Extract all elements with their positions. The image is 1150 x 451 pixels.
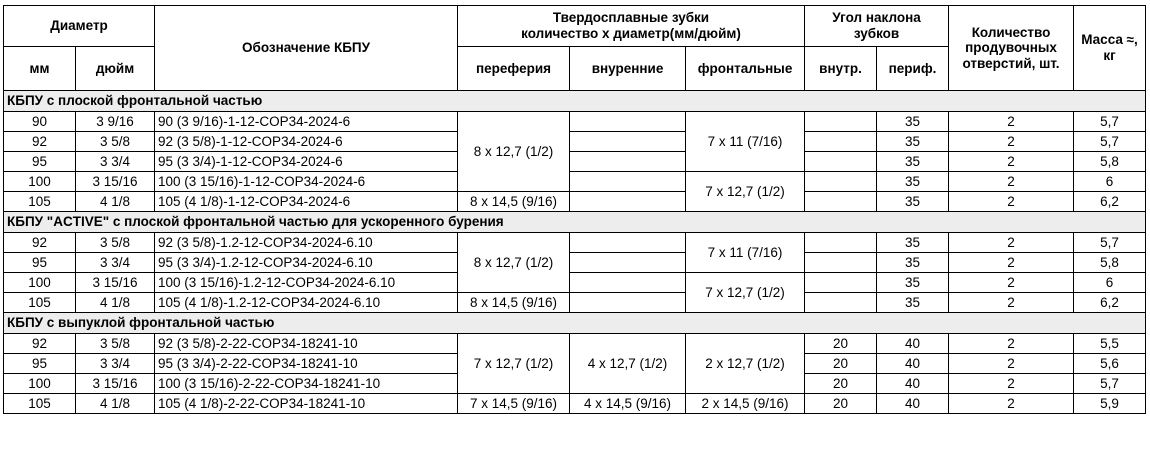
mm-cell: 105 <box>4 394 76 414</box>
angle-periph-cell: 40 <box>877 394 949 414</box>
section-title: КБПУ с плоской фронтальной частью <box>4 91 1146 112</box>
holes-cell: 2 <box>949 172 1074 192</box>
angle-periph-header: периф. <box>877 47 949 91</box>
table-row <box>4 233 1146 253</box>
holes-cell: 2 <box>949 253 1074 273</box>
mm-cell: 105 <box>4 192 76 212</box>
inch-cell: 4 1/8 <box>76 192 155 212</box>
holes-header <box>949 6 1074 91</box>
mass-cell: 6,2 <box>1074 293 1146 313</box>
mass-cell: 5,6 <box>1074 354 1146 374</box>
holes-cell: 2 <box>949 394 1074 414</box>
mass-cell: 6,2 <box>1074 192 1146 212</box>
angle-periph-cell: 35 <box>877 293 949 313</box>
table-row <box>4 152 1146 172</box>
mm-header: мм <box>4 47 76 91</box>
table-row <box>4 334 1146 354</box>
angle-inner-cell <box>805 273 877 293</box>
mass-cell: 5,5 <box>1074 334 1146 354</box>
angle-periph-cell: 35 <box>877 132 949 152</box>
angle-inner-header: внутр. <box>805 47 877 91</box>
designation-cell: 92 (3 5/8)-1-12-COP34-2024-6 <box>155 132 458 152</box>
mm-cell: 95 <box>4 354 76 374</box>
mm-cell: 100 <box>4 172 76 192</box>
carbide-header-line2: количество х диаметр(мм/дюйм) <box>521 26 741 41</box>
mass-cell: 6 <box>1074 172 1146 192</box>
designation-header: Обозначение КБПУ <box>155 6 458 91</box>
angle-periph-cell: 40 <box>877 374 949 394</box>
mm-cell: 95 <box>4 253 76 273</box>
designation-cell: 105 (4 1/8)-1-12-COP34-2024-6 <box>155 192 458 212</box>
holes-cell: 2 <box>949 152 1074 172</box>
angle-periph-cell: 35 <box>877 273 949 293</box>
inch-cell: 3 5/8 <box>76 132 155 152</box>
table-row <box>4 293 1146 313</box>
periphery-cell: 8 x 14,5 (9/16) <box>458 293 570 313</box>
table-row <box>4 273 1146 293</box>
inner-cell <box>570 112 686 132</box>
mass-cell: 5,9 <box>1074 394 1146 414</box>
mm-cell: 92 <box>4 334 76 354</box>
frontal-cell: 2 x 12,7 (1/2) <box>686 334 805 394</box>
inner-cell <box>570 152 686 172</box>
angle-inner-cell <box>805 152 877 172</box>
table-row <box>4 172 1146 192</box>
angle-inner-cell <box>805 253 877 273</box>
holes-cell: 2 <box>949 192 1074 212</box>
carbide-header-line1: Твердосплавные зубки <box>552 10 710 26</box>
holes-cell: 2 <box>949 293 1074 313</box>
mass-header-line1: Масса ≈, <box>1081 32 1138 48</box>
angle-periph-cell: 35 <box>877 253 949 273</box>
angle-periph-cell: 35 <box>877 192 949 212</box>
inner-cell: 4 x 12,7 (1/2) <box>570 334 686 394</box>
inch-cell: 4 1/8 <box>76 394 155 414</box>
inch-cell: 3 3/4 <box>76 152 155 172</box>
angle-header-line1: Угол наклона <box>832 10 921 26</box>
inch-cell: 3 3/4 <box>76 354 155 374</box>
periphery-cell: 7 x 14,5 (9/16) <box>458 394 570 414</box>
holes-header-line2: продувочных <box>965 40 1057 56</box>
mm-cell: 92 <box>4 233 76 253</box>
holes-cell: 2 <box>949 112 1074 132</box>
table-row <box>4 112 1146 132</box>
inner-cell: 4 x 14,5 (9/16) <box>570 394 686 414</box>
mass-cell: 5,8 <box>1074 253 1146 273</box>
holes-cell: 2 <box>949 273 1074 293</box>
mm-cell: 92 <box>4 132 76 152</box>
designation-cell: 100 (3 15/16)-1-12-COP34-2024-6 <box>155 172 458 192</box>
diameter-header: Диаметр <box>4 6 155 47</box>
designation-cell: 95 (3 3/4)-1.2-12-COP34-2024-6.10 <box>155 253 458 273</box>
angle-inner-cell: 20 <box>805 334 877 354</box>
section-title: КБПУ с выпуклой фронтальной частью <box>4 313 1146 334</box>
angle-inner-cell <box>805 293 877 313</box>
periphery-cell: 8 x 12,7 (1/2) <box>458 112 570 192</box>
frontal-cell: 7 x 12,7 (1/2) <box>686 172 805 212</box>
angle-periph-cell: 35 <box>877 112 949 132</box>
mass-cell: 6 <box>1074 273 1146 293</box>
holes-cell: 2 <box>949 233 1074 253</box>
inch-cell: 3 3/4 <box>76 253 155 273</box>
frontal-cell: 2 x 14,5 (9/16) <box>686 394 805 414</box>
designation-cell: 100 (3 15/16)-1.2-12-COP34-2024-6.10 <box>155 273 458 293</box>
inch-cell: 3 5/8 <box>76 334 155 354</box>
designation-cell: 92 (3 5/8)-2-22-COP34-18241-10 <box>155 334 458 354</box>
inch-cell: 3 9/16 <box>76 112 155 132</box>
table-row <box>4 394 1146 414</box>
periphery-cell: 8 x 12,7 (1/2) <box>458 233 570 293</box>
angle-header-line2: зубков <box>853 26 900 41</box>
inner-header: внуренние <box>570 47 686 91</box>
designation-cell: 92 (3 5/8)-1.2-12-COP34-2024-6.10 <box>155 233 458 253</box>
angle-inner-cell <box>805 112 877 132</box>
designation-cell: 100 (3 15/16)-2-22-COP34-18241-10 <box>155 374 458 394</box>
table-row <box>4 132 1146 152</box>
angle-periph-cell: 35 <box>877 152 949 172</box>
mm-cell: 90 <box>4 112 76 132</box>
mass-cell: 5,8 <box>1074 152 1146 172</box>
inch-cell: 3 15/16 <box>76 374 155 394</box>
angle-inner-cell: 20 <box>805 354 877 374</box>
holes-cell: 2 <box>949 354 1074 374</box>
kbpu-spec-table <box>3 5 1146 414</box>
carbide-header <box>458 6 805 47</box>
inner-cell <box>570 233 686 253</box>
table-row <box>4 192 1146 212</box>
holes-cell: 2 <box>949 374 1074 394</box>
designation-cell: 105 (4 1/8)-1.2-12-COP34-2024-6.10 <box>155 293 458 313</box>
mm-cell: 95 <box>4 152 76 172</box>
mass-cell: 5,7 <box>1074 112 1146 132</box>
frontal-cell: 7 x 12,7 (1/2) <box>686 273 805 313</box>
periphery-cell: 7 x 12,7 (1/2) <box>458 334 570 394</box>
holes-header-line1: Количество <box>971 24 1051 40</box>
angle-inner-cell <box>805 132 877 152</box>
angle-inner-cell: 20 <box>805 374 877 394</box>
inch-cell: 4 1/8 <box>76 293 155 313</box>
angle-periph-cell: 35 <box>877 233 949 253</box>
mass-cell: 5,7 <box>1074 132 1146 152</box>
designation-cell: 90 (3 9/16)-1-12-COP34-2024-6 <box>155 112 458 132</box>
angle-inner-cell <box>805 233 877 253</box>
mass-cell: 5,7 <box>1074 374 1146 394</box>
angle-inner-cell: 20 <box>805 394 877 414</box>
angle-periph-cell: 40 <box>877 354 949 374</box>
angle-inner-cell <box>805 172 877 192</box>
inner-cell <box>570 192 686 212</box>
holes-header-line3: отверстий, шт. <box>962 55 1060 71</box>
designation-cell: 105 (4 1/8)-2-22-COP34-18241-10 <box>155 394 458 414</box>
frontal-cell: 7 x 11 (7/16) <box>686 112 805 172</box>
designation-cell: 95 (3 3/4)-2-22-COP34-18241-10 <box>155 354 458 374</box>
inner-cell <box>570 253 686 273</box>
inch-cell: 3 15/16 <box>76 273 155 293</box>
inch-cell: 3 5/8 <box>76 233 155 253</box>
mass-header <box>1074 6 1146 91</box>
periphery-header: переферия <box>458 47 570 91</box>
inner-cell <box>570 132 686 152</box>
inner-cell <box>570 172 686 192</box>
angle-periph-cell: 35 <box>877 172 949 192</box>
frontal-header: фронтальные <box>686 47 805 91</box>
designation-cell: 95 (3 3/4)-1-12-COP34-2024-6 <box>155 152 458 172</box>
inner-cell <box>570 293 686 313</box>
inch-header: дюйм <box>76 47 155 91</box>
angle-inner-cell <box>805 192 877 212</box>
mass-cell: 5,7 <box>1074 233 1146 253</box>
periphery-cell: 8 x 14,5 (9/16) <box>458 192 570 212</box>
mm-cell: 100 <box>4 273 76 293</box>
angle-periph-cell: 40 <box>877 334 949 354</box>
table-row <box>4 253 1146 273</box>
section-title: КБПУ "ACTIVE" с плоской фронтальной частью для ускоренного бурения <box>4 212 1146 233</box>
frontal-cell: 7 x 11 (7/16) <box>686 233 805 273</box>
mm-cell: 100 <box>4 374 76 394</box>
inner-cell <box>570 273 686 293</box>
mm-cell: 105 <box>4 293 76 313</box>
holes-cell: 2 <box>949 132 1074 152</box>
mass-header-line2: кг <box>1103 48 1116 63</box>
holes-cell: 2 <box>949 334 1074 354</box>
inch-cell: 3 15/16 <box>76 172 155 192</box>
angle-header <box>805 6 949 47</box>
